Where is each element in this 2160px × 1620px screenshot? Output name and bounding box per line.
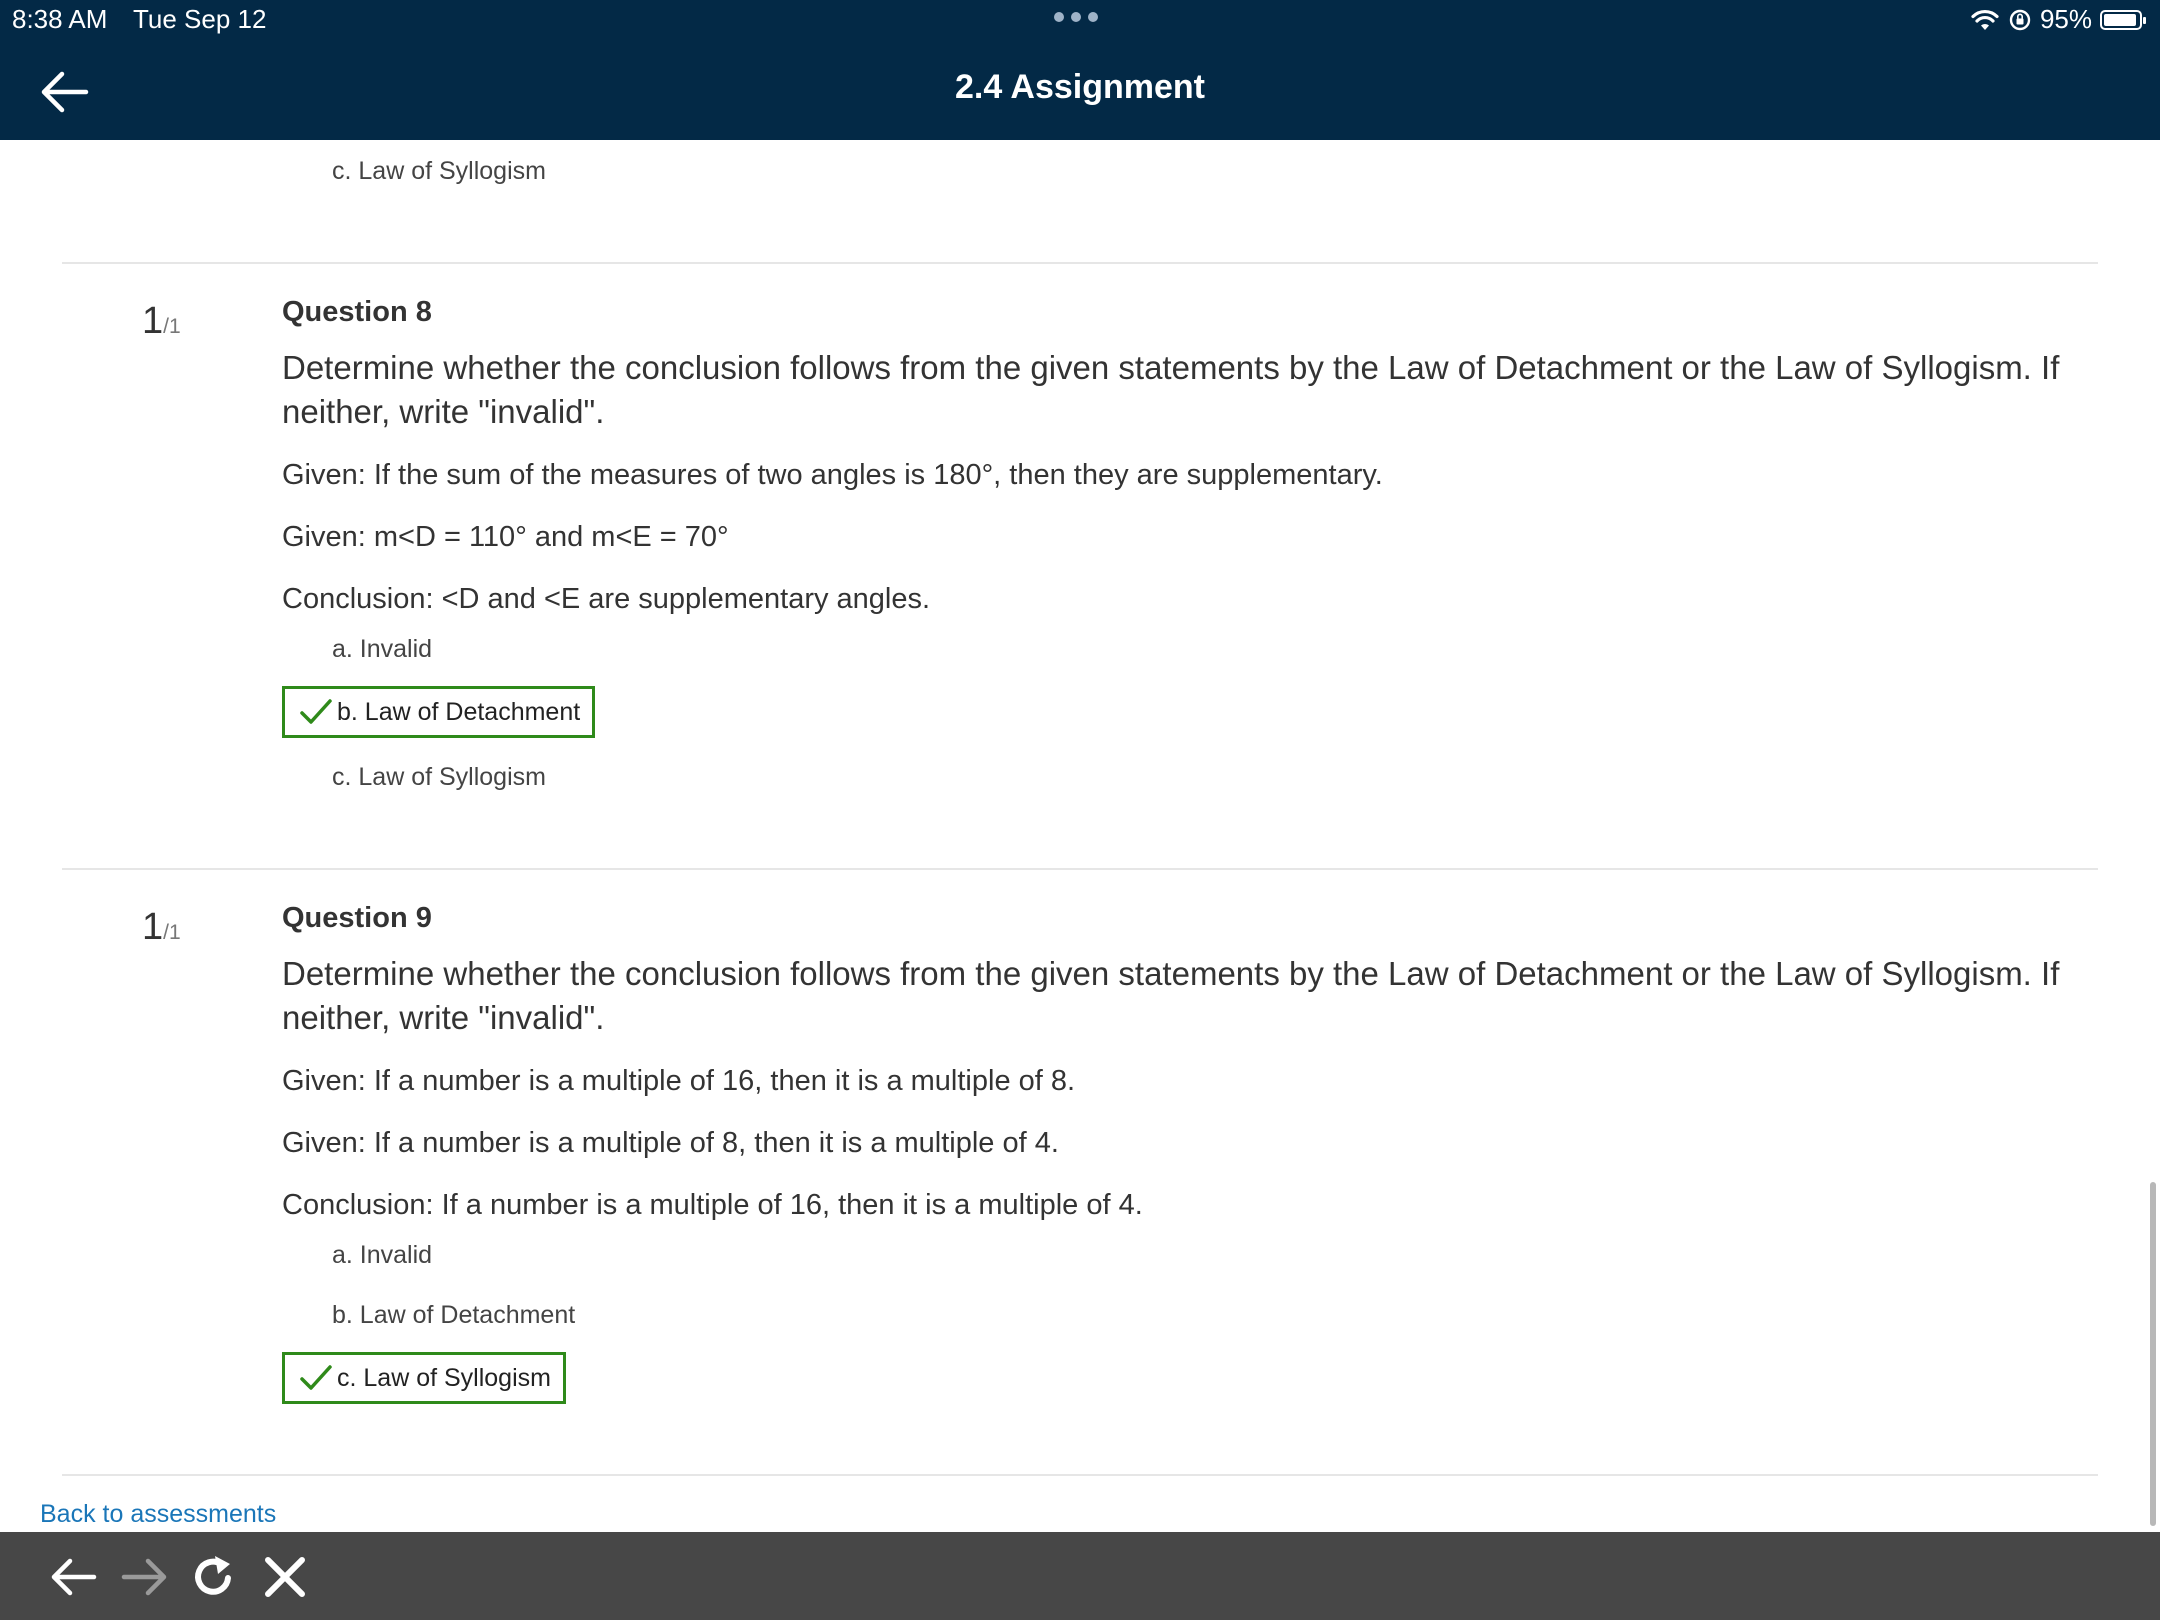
given-statement-2: Given: If a number is a multiple of 8, then it is a multiple of 4. — [282, 1127, 1059, 1159]
option-c[interactable]: c. Law of Syllogism — [332, 763, 546, 791]
option-b[interactable]: b. Law of Detachment — [332, 1301, 576, 1329]
question-score: 1/1 — [142, 300, 181, 342]
forward-icon[interactable] — [120, 1552, 170, 1602]
given-statement-2: Given: m<D = 110° and m<E = 70° — [282, 521, 729, 553]
option-c-selected-correct[interactable] — [282, 1352, 566, 1404]
assessment-content[interactable] — [0, 140, 2160, 1532]
browser-toolbar — [0, 1532, 2160, 1620]
conclusion-statement: Conclusion: If a number is a multiple of 16, then it is a multiple of 4. — [282, 1189, 1143, 1221]
option-label: b. Law of Detachment — [337, 697, 581, 726]
question-prompt: Determine whether the conclusion follows from the given statements by the Law of Detachment or the Law of Syllogism. If neither, write "invalid". — [282, 349, 2060, 430]
wifi-icon — [1970, 8, 2000, 32]
given-statement-1: Given: If a number is a multiple of 16, then it is a multiple of 8. — [282, 1065, 1076, 1097]
page-title: 2.4 Assignment — [954, 68, 1206, 106]
option-a[interactable]: a. Invalid — [332, 1241, 433, 1269]
question-prompt: Determine whether the conclusion follows from the given statements by the Law of Detachment or the Law of Syllogism. If neither, write "invalid". — [282, 955, 2060, 1036]
checkmark-icon — [299, 697, 333, 727]
status-right — [1970, 4, 2142, 35]
given-statement-1: Given: If the sum of the measures of two angles is 180°, then they are supplementary. — [282, 459, 1383, 491]
battery-percent: 95% — [2039, 4, 2092, 34]
multitasking-dots-icon[interactable] — [1054, 12, 1098, 22]
back-to-assessments-link[interactable]: Back to assessments — [40, 1500, 277, 1528]
prev-question-option-c: c. Law of Syllogism — [332, 157, 546, 185]
question-score: 1/1 — [142, 906, 181, 948]
option-b-selected-correct[interactable] — [282, 686, 595, 738]
orientation-lock-icon — [2008, 8, 2032, 32]
checkmark-icon — [299, 1363, 333, 1393]
question-divider — [62, 1474, 2098, 1476]
question-label: Question 9 — [282, 902, 432, 934]
status-date: Tue Sep 12 — [133, 4, 267, 34]
conclusion-statement: Conclusion: <D and <E are supplementary angles. — [282, 583, 931, 615]
battery-icon — [2100, 10, 2142, 30]
question-label: Question 8 — [282, 296, 432, 328]
battery-fill — [2104, 14, 2136, 26]
option-a[interactable]: a. Invalid — [332, 635, 433, 663]
question-divider — [62, 868, 2098, 870]
close-icon[interactable] — [260, 1552, 310, 1602]
scrollbar[interactable] — [2150, 1182, 2156, 1526]
back-icon[interactable] — [48, 1552, 98, 1602]
option-label: c. Law of Syllogism — [337, 1363, 551, 1392]
refresh-icon[interactable] — [188, 1552, 238, 1602]
question-divider — [62, 262, 2098, 264]
top-bar — [0, 0, 2160, 140]
status-time: 8:38 AM — [12, 4, 108, 34]
